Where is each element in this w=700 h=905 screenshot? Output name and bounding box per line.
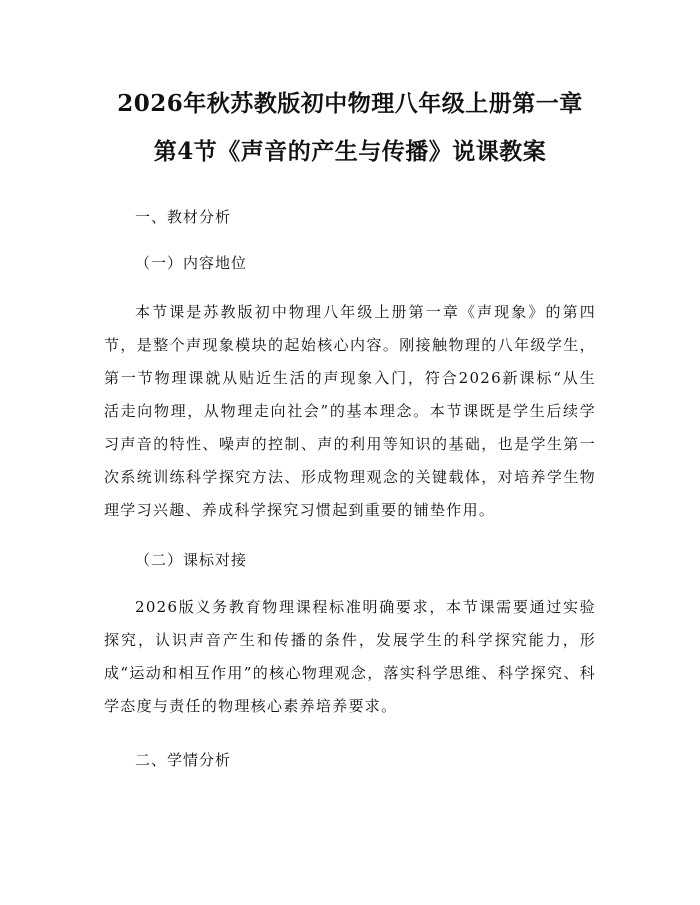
title-line-2: 第4节《声音的产生与传播》说课教案 [153,138,547,165]
title-line-1: 2026年秋苏教版初中物理八年级上册第一章 [117,90,583,117]
subsection-heading-curriculum-alignment: （二）课标对接 [135,551,248,569]
subsection-heading-content-position: （一）内容地位 [135,254,248,272]
section-heading-student-analysis: 二、学情分析 [135,751,232,769]
paragraph-curriculum-alignment: 2026版义务教育物理课程标准明确要求，本节课需要通过实验探究，认识声音产生和传播的条件，发展学生的科学探究能力，形成“运动和相互作用”的核心物理观念，落实科学思维、科学探究、科学态度与责任的物理核心素养培养要求。 [104,598,596,715]
document-title [104,80,596,176]
section-heading-textbook-analysis: 一、教材分析 [135,208,232,226]
paragraph-content-position: 本节课是苏教版初中物理八年级上册第一章《声现象》的第四节，是整个声现象模块的起始核心内容。刚接触物理的八年级学生，第一节物理课就从贴近生活的声现象入门，符合2026新课标“从生活走向物理，从物理走向社会”的基本理念。本节课既是学生后续学习声音的特性、噪声的控制、声的利用等知识的基础，也是学生第一次系统训练科学探究方法、形成物理观念的关键载体，对培养学生物理学习兴趣、养成科学探究习惯起到重要的铺垫作用。 [104,303,596,519]
